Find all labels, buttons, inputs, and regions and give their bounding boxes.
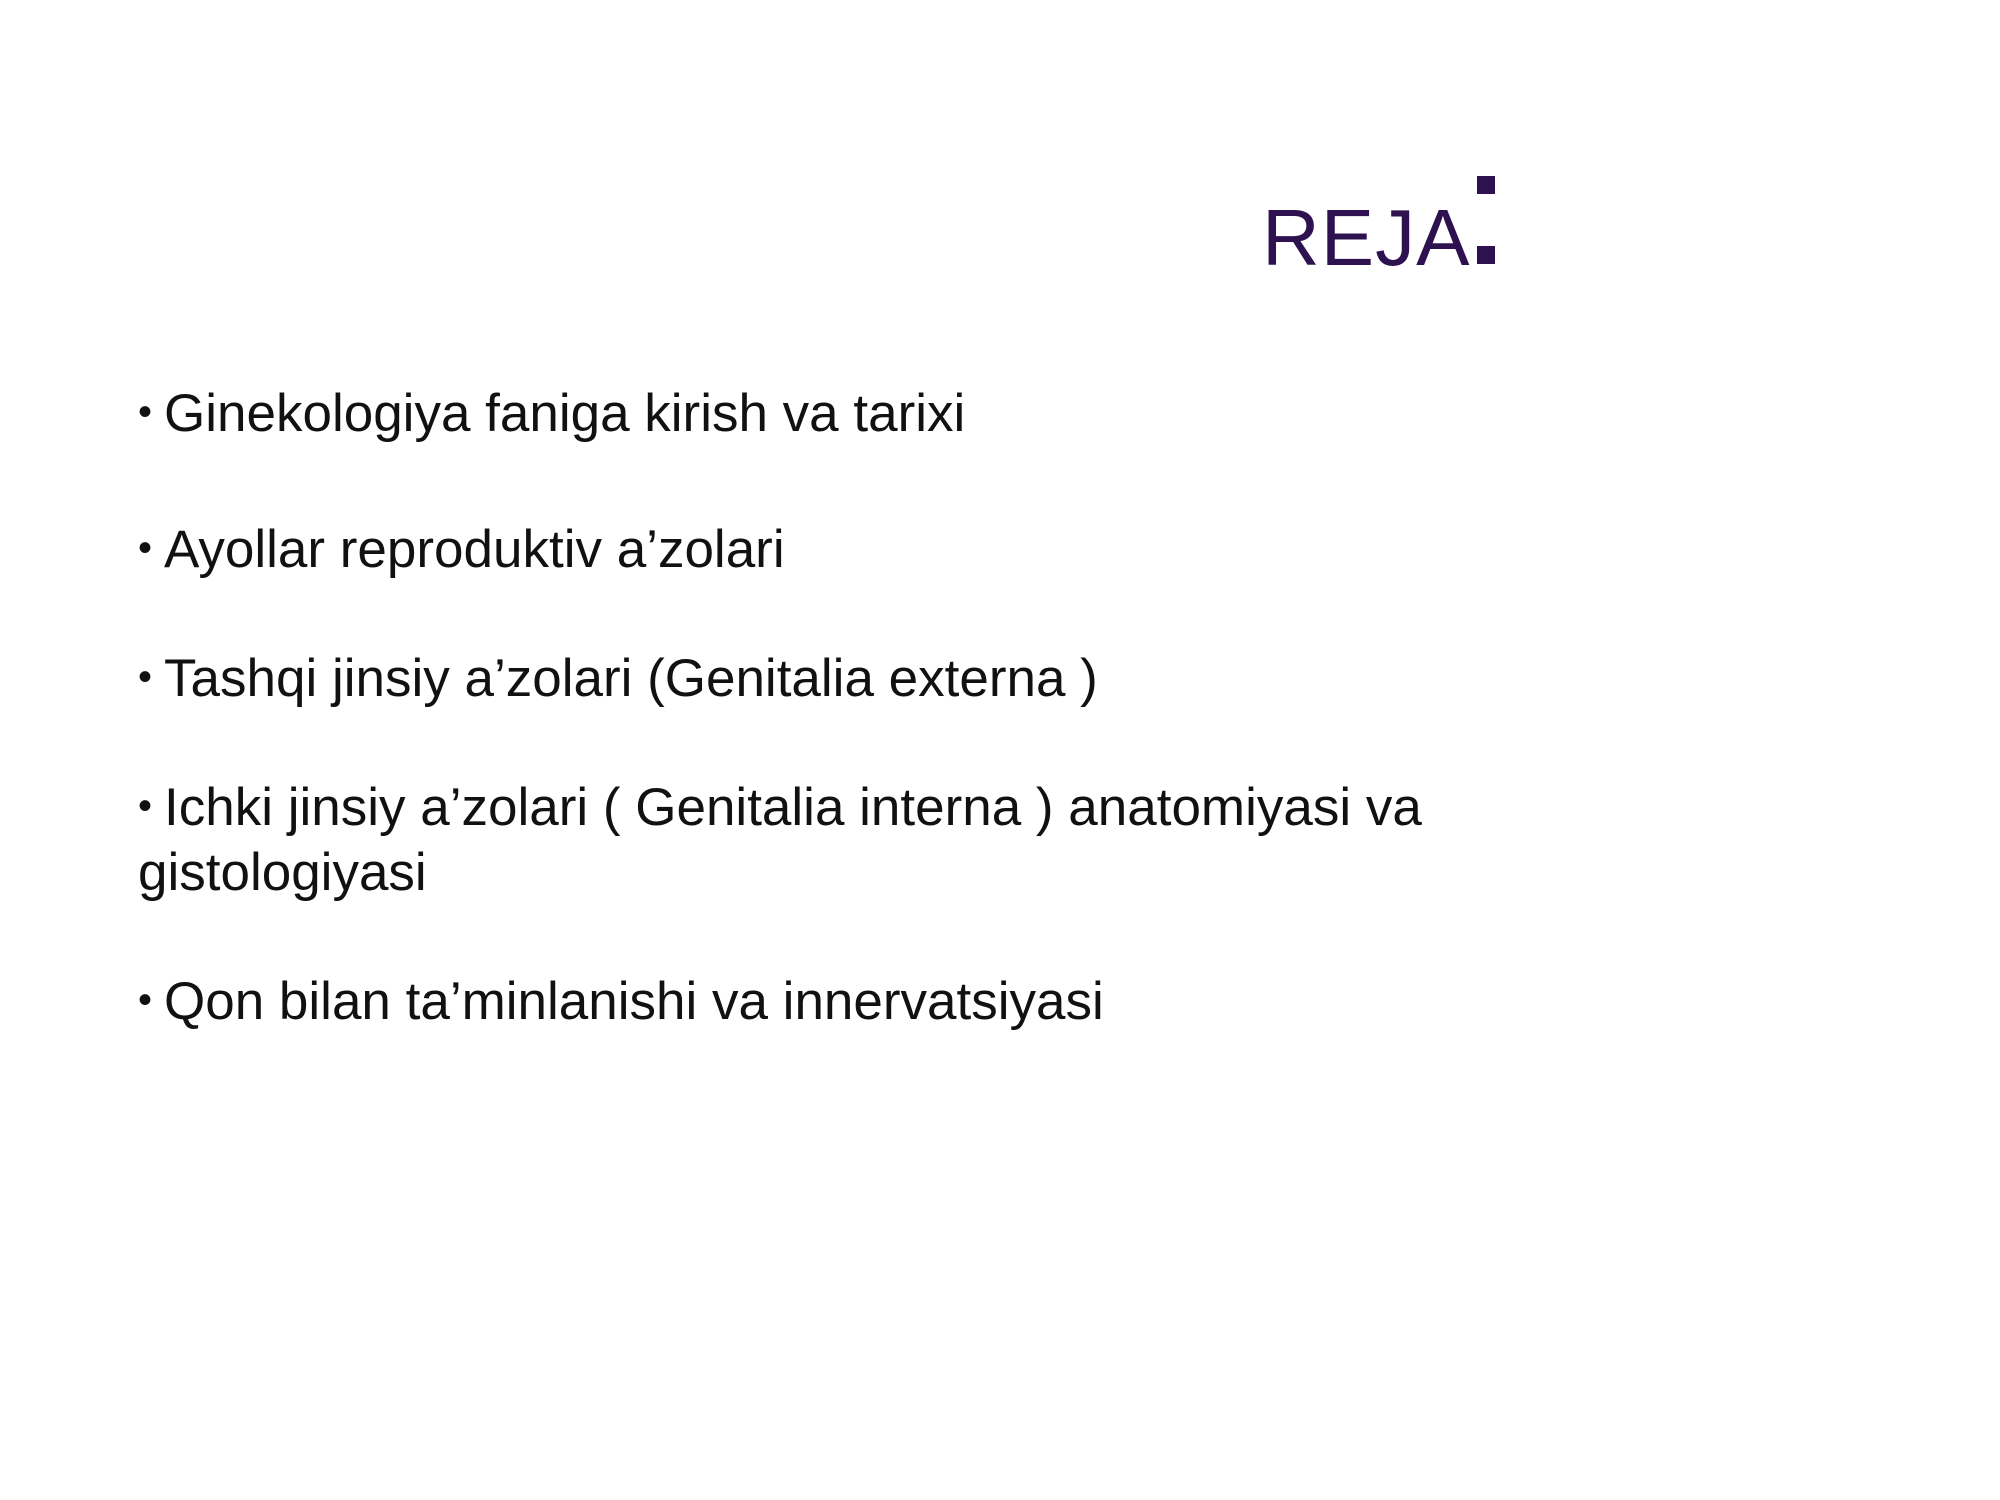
slide-title: REJA (1262, 193, 1471, 282)
bullet-dot: • (138, 526, 153, 570)
agenda-item (138, 645, 1098, 711)
bullet-dot: • (138, 784, 153, 828)
agenda-item-label: Tashqi jinsiy a’zolari (Genitalia externa ) (164, 649, 1098, 708)
title-colon-mark (1477, 168, 1501, 264)
colon-dot-bottom (1477, 246, 1495, 264)
agenda-item (138, 516, 785, 582)
agenda-item-label: Ichki jinsiy a’zolari ( Genitalia interna ) anatomiyasi va gistologiyasi (138, 778, 1422, 902)
bullet-dot: • (138, 978, 153, 1022)
agenda-item (138, 380, 965, 446)
agenda-item-label: Qon bilan ta’minlanishi va innervatsiyasi (164, 972, 1104, 1031)
bullet-dot: • (138, 655, 153, 699)
agenda-item-label: Ginekologiya faniga kirish va tarixi (164, 384, 966, 443)
agenda-item (138, 774, 1598, 905)
colon-dot-top (1477, 176, 1495, 194)
agenda-item-label: Ayollar reproduktiv a’zolari (164, 520, 785, 579)
agenda-item (138, 968, 1104, 1034)
bullet-dot: • (138, 390, 153, 434)
